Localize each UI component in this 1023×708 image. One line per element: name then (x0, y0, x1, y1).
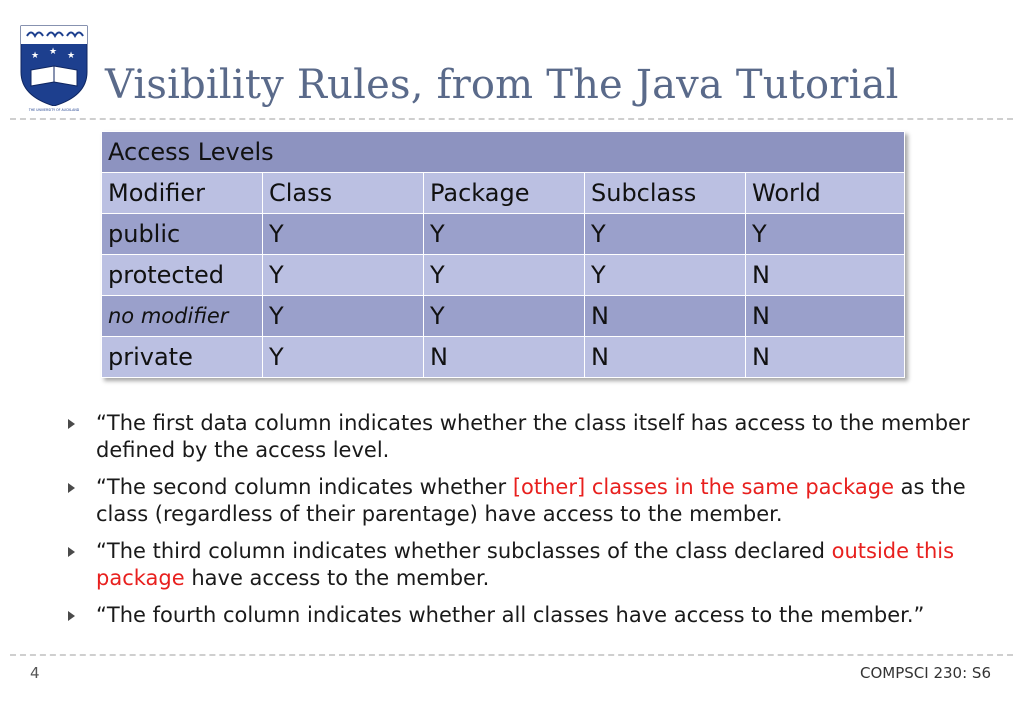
table-cell: N (746, 337, 905, 378)
table-cell: N (424, 337, 585, 378)
table-cell: protected (102, 255, 263, 296)
table-row (102, 214, 905, 255)
column-header: World (746, 173, 905, 214)
table-row (102, 296, 905, 337)
access-levels-table (101, 131, 905, 378)
svg-text:★: ★ (31, 51, 40, 61)
bullet-text: “The fourth column indicates whether all classes have access to the member.” (96, 603, 925, 627)
bullet-arrow-icon (68, 483, 75, 493)
table-cell: public (102, 214, 263, 255)
table-cell: N (585, 296, 746, 337)
bullet-text: as the class (regardless of their parentage) have access to the member. (96, 475, 966, 526)
table-header-row (102, 132, 905, 173)
svg-text:THE UNIVERSITY OF AUCKLAND: THE UNIVERSITY OF AUCKLAND (28, 108, 80, 112)
table-cell: Y (424, 296, 585, 337)
list-item (68, 410, 988, 464)
column-header: Class (263, 173, 424, 214)
bullet-text: have access to the member. (184, 566, 490, 590)
bullet-highlight-text: [other] classes in the same package (512, 475, 894, 499)
bullet-arrow-icon (68, 611, 75, 621)
bullet-text: “The first data column indicates whether the class itself has access to the member defined by the access level. (96, 411, 970, 462)
svg-text:★: ★ (67, 51, 76, 61)
bullet-text: “The third column indicates whether subclasses of the class declared (96, 539, 832, 563)
table-row (102, 255, 905, 296)
bullet-highlight-text: outside this package (96, 539, 955, 590)
slide-title: Visibility Rules, from The Java Tutorial (105, 62, 899, 108)
column-header: Subclass (585, 173, 746, 214)
table-cell: Y (424, 255, 585, 296)
svg-text:★: ★ (49, 47, 58, 57)
list-item (68, 474, 988, 528)
table-row (102, 337, 905, 378)
bullet-arrow-icon (68, 419, 75, 429)
table-cell: N (746, 296, 905, 337)
table-cell: Y (585, 255, 746, 296)
table-cell: Y (263, 337, 424, 378)
column-header: Package (424, 173, 585, 214)
bullet-text: “The second column indicates whether (96, 475, 513, 499)
page-number: 4 (30, 664, 40, 682)
footer-divider (10, 654, 1013, 656)
table-cell: Y (746, 214, 905, 255)
list-item (68, 538, 988, 592)
table-cell: Y (263, 214, 424, 255)
course-footer: COMPSCI 230: S6 (860, 664, 991, 682)
table-cell: private (102, 337, 263, 378)
list-item (68, 602, 988, 629)
table-cell: Y (263, 255, 424, 296)
table-cell: no modifier (102, 296, 263, 337)
column-header: Modifier (102, 173, 263, 214)
university-crest-logo (17, 22, 91, 112)
title-divider (10, 118, 1013, 120)
bullet-arrow-icon (68, 547, 75, 557)
table-cell: Y (424, 214, 585, 255)
table-header-cell: Access Levels (102, 132, 905, 173)
table-cell: Y (263, 296, 424, 337)
table-column-headers-row (102, 173, 905, 214)
table-cell: N (585, 337, 746, 378)
table-cell: Y (585, 214, 746, 255)
table-cell: N (746, 255, 905, 296)
bullet-list (68, 410, 988, 639)
